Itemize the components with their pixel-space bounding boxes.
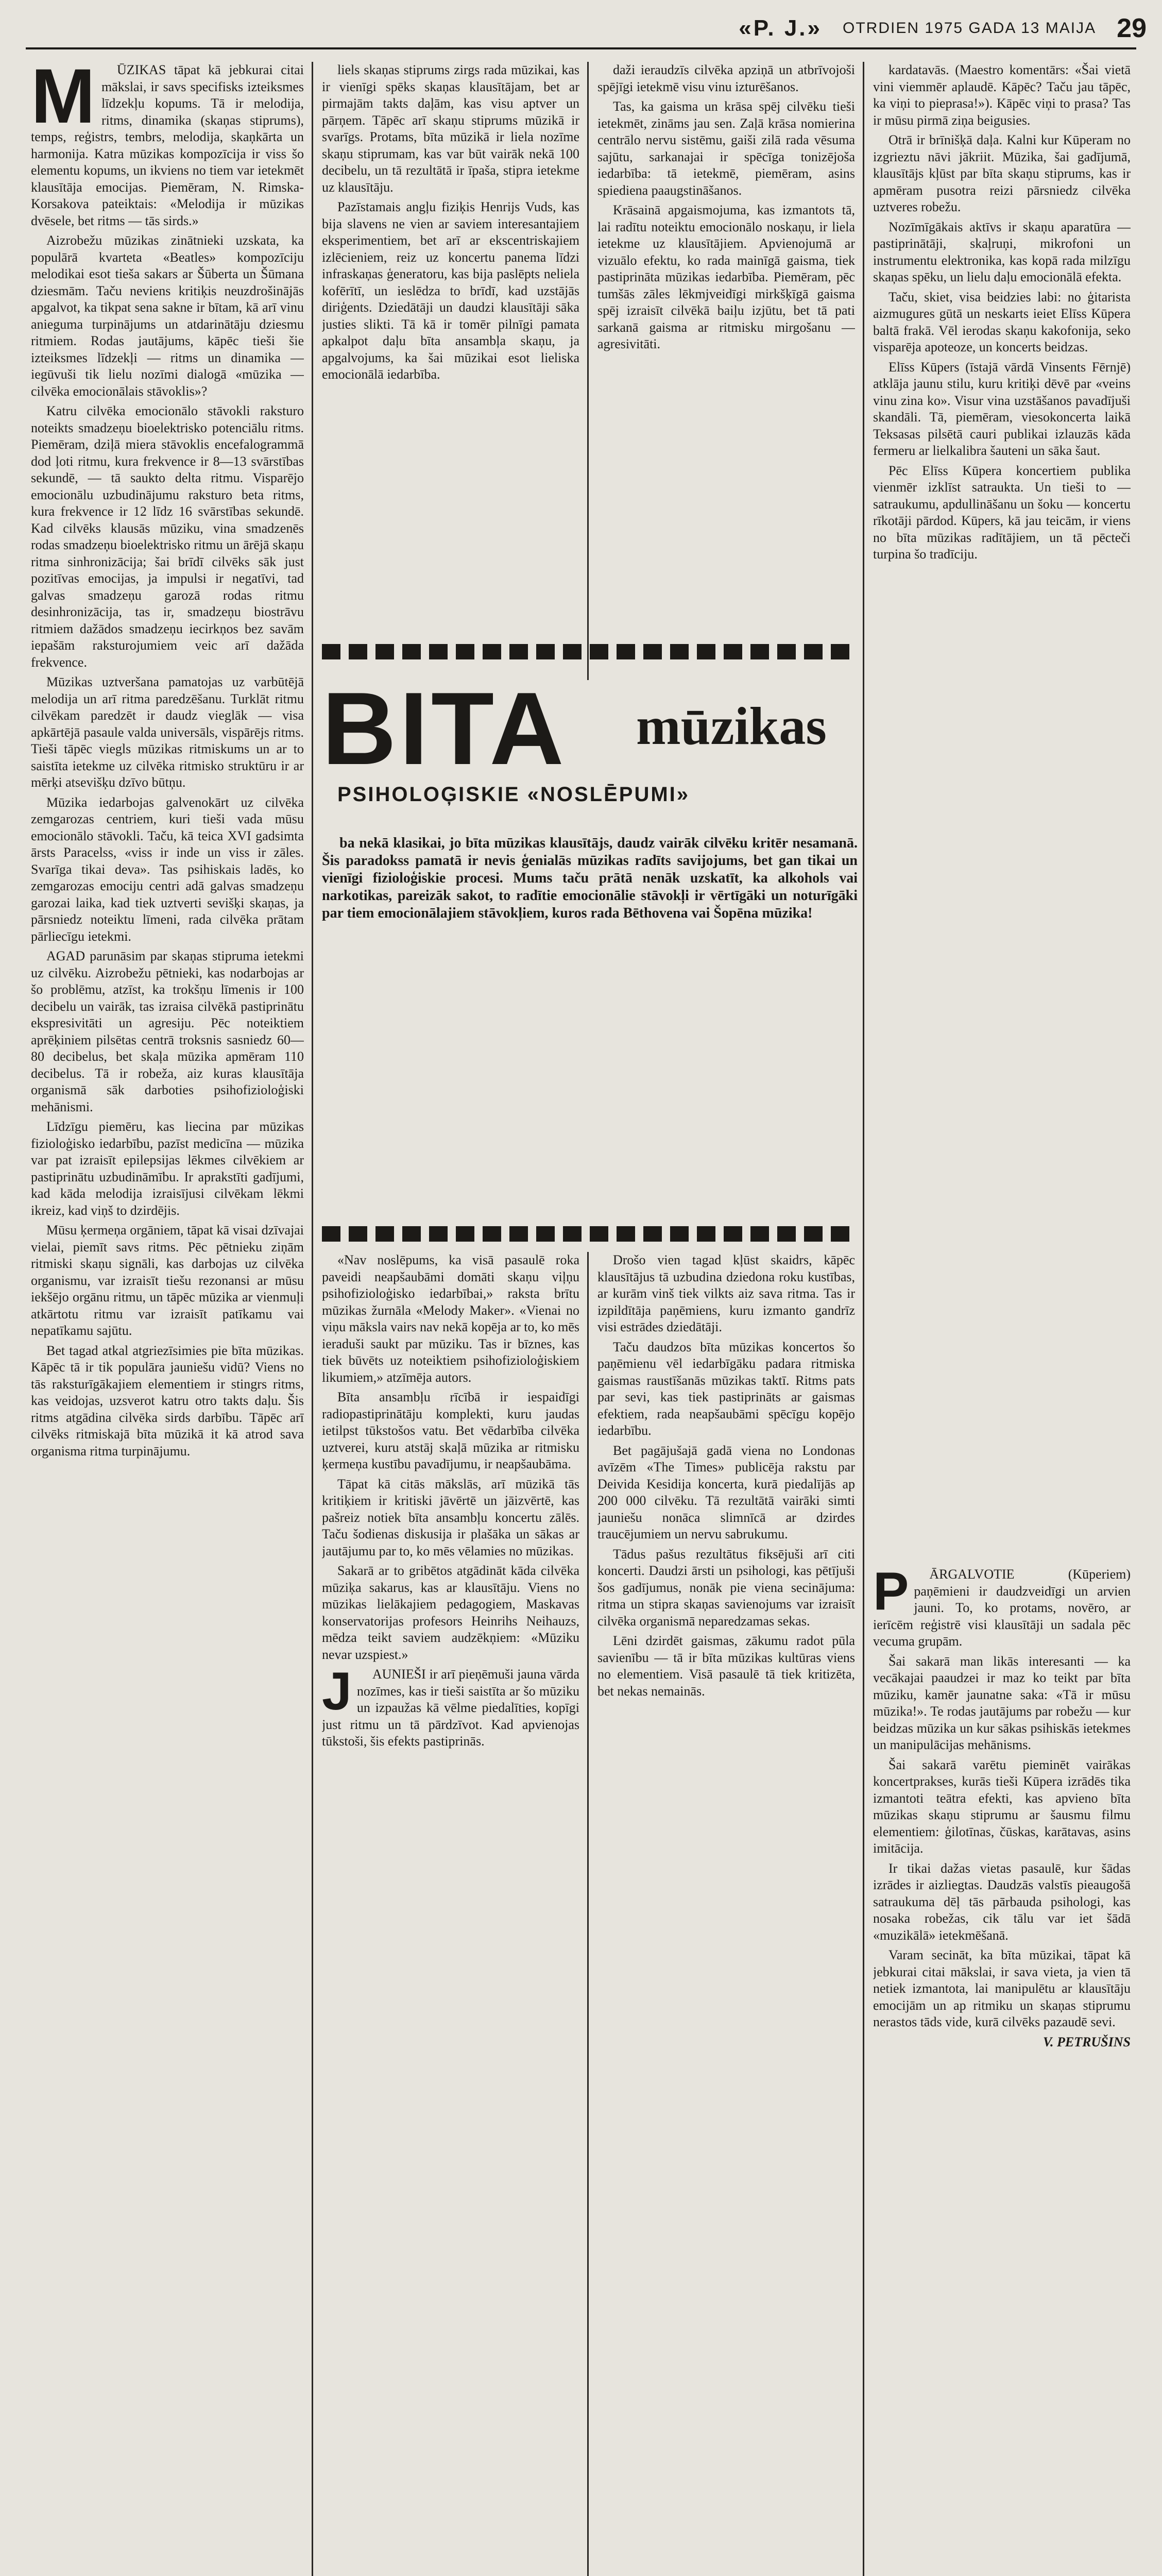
- paragraph: ĀRGALVOTIE (Kūperiem) paņēmieni ir daudzveidīgi un arvien jauni. To, ko protams, novēro, ar ierīcēm reģistrē visi klausītāji un sadala pēc vecuma grupām.: [873, 1567, 1131, 1649]
- paragraph: liels skaņas stiprums zirgs rada mūzikai, kas ir vienīgi spēks skaņas klausītājam, bet ar pirmajām takts daļām, kas visu aptver un pārņem. Tāpēc arī skaņu stiprums mūzikā ir svarīgs. Protams, bīta mūzikā ir liela nozīme skaņu stiprumam, kas var būt vairāk nekā 100 decibelu, un tā rezultātā ir īpaša, stipra ietekme uz klausītāju.: [322, 62, 579, 195]
- paragraph: daži ieraudzīs cilvēka apziņā un atbrīvojoši spējīgi ietekmē visu vinu izturēšanos.: [597, 62, 855, 94]
- paragraph: Šai sakarā man likās interesanti — ka vecākajai paaudzei ir maz ko teikt par bīta mūziku, kamēr jaunatne saka: «Tā ir mūsu mūzika!». Te rodas jautājums par robežu — kur beidzas mūzika un kur sākas psihiskās ietekmes un manipulācijas mehānisms.: [873, 1653, 1131, 1752]
- paragraph: «Nav noslēpums, ka visā pasaulē roka paveidi neapšaubāmi domāti skaņu viļņu psihofizioloģisko iedarbībai,» raksta brītu mūzikas žurnāla «Melody Maker». «Vienai no viņu māksla vairs nav nekā kopēja ar to, ko mēs ieraduši saukt par mūziku. Tas ir bīznes, kas tiek būvēts uz noteiktiem psihofizioloģiskiem likumiem,» atzīmēja autors.: [322, 1252, 579, 1385]
- paragraph: kardatavās. (Maestro komentārs: «Šai vietā vini viemmēr aplaudē. Kāpēc? Taču jau tāpēc, ka viņi to pieprasa!»). Kāpēc viņi to prasa? Tas ir mūsu pirmā ziņa beigusies.: [873, 62, 1131, 128]
- column-divider: [312, 62, 313, 2576]
- article-column-2: [322, 62, 579, 680]
- decorative-band: [322, 644, 858, 659]
- headline-bita: BITA: [322, 671, 567, 786]
- drop-cap: J: [322, 1662, 352, 1721]
- author-signature: V. PETRUŠINS: [1043, 2034, 1131, 2049]
- article-column-7: [873, 1566, 1131, 2576]
- paragraph: Tādus pašus rezultātus fiksējuši arī citi koncerti. Daudzi ārsti un psihologi, kas pētījuši šos gadījumus, nonāk pie viena secinājuma: ritma un stipra skaņas savienojums var izraisīt cilvēka organismā neparedzamas sekas.: [597, 1546, 855, 1629]
- paragraph: Tāpat kā citās mākslās, arī mūzikā tās kritiķiem ir kritiski jāvērtē un jāizvērtē, kas pašreiz notiek bīta ansambļu koncertu zālēs. Taču šodienas diskusija ir plašāka un sākas ar jautājumu par to, ko mēs vēlamies no mūzikas.: [322, 1476, 579, 1558]
- paragraph: Ir tikai dažas vietas pasaulē, kur šādas izrādes ir aizliegtas. Daudzās valstīs pieaugošā satraukuma dēļ tās pārbauda psihologi, kas nosaka robežas, cik tālu var iet šādā «muzikālā» ietekmēšanā.: [873, 1860, 1131, 1943]
- paragraph: Pēc Elīss Kūpera koncertiem publika vienmēr izklīst satraukta. Un tieši to — satraukumu, apdullināšanu un šoku — koncertu rīkotāji pārdod. Kūpers, kā jau teicām, ir viens no bīta mūzikas radītājiem, un tā pēcteči turpina šo tradīciju.: [873, 463, 1131, 562]
- paragraph: Bīta ansambļu rīcībā ir iespaidīgi radiopastiprinātāju komplekti, kuru jaudas ietilpst tūkstošos vatu. Bet vēdarbība cilvēka uztverei, kuru atstāj skaļā mūzika ar ritmisku ķermeņa kustību pavadījumu, ir neapšaubāma.: [322, 1389, 579, 1471]
- paragraph: Mūzikas uztveršana pamatojas uz varbūtējā melodija un arī ritma paredzēšanu. Turklāt ritmu cilvēkam paredzēt ir daudz vieglāk — visa apkārtējā pasaule valda universāls, vispārējs ritms. Tieši tāpēc viegls mūzikas ritmiskums un ar to saistīta ietekme uz cilvēka ritmisko struktūru ir ar mērķi atsevišķu dzīvo būtņu.: [31, 674, 304, 790]
- paragraph: Varam secināt, ka bīta mūzikai, tāpat kā jebkurai citai mākslai, ir sava vieta, ja vien tā netiek izmantota, lai manipulētu ar klausītāju emocijām un ap ritmiku un skaņas stiprumu nerastos tāds vide, kurā cilvēks pazaudē sevi.: [873, 1947, 1131, 2029]
- paragraph: Šai sakarā varētu pieminēt vairākas koncertprakses, kurās tieši Kūpera izrādēs tika izmantoti teātra efekti, kas apvieno bīta mūzikas skaņu stiprumu ar šausmu filmu elementiem: ģilotīnas, čūskas, karātavas, asins imitācija.: [873, 1757, 1131, 1856]
- article-column-1: [31, 62, 304, 2576]
- paragraph: Bet tagad atkal atgriezīsimies pie bīta mūzikas. Kāpēc tā ir tik populāra jauniešu vidū? Viens no tās raksturīgākajiem elementiem ir stingrs ritms, kas veidojas, uzsverot katru otro takts daļu. Šis ritms atgādina cilvēka sirds darbību. Tāpēc arī cilvēks ritmiskajā bīta mūzikā it kā atrod sava organisma ritma turpinājumu.: [31, 1343, 304, 1459]
- drop-cap: P: [873, 1566, 909, 1621]
- issue-date: OTRDIEN 1975 GADA 13 MAIJA: [843, 20, 1097, 37]
- paragraph: AGAD parunāsim par skaņas stipruma ietekmi uz cilvēku. Aizrobežu pētnieki, kas nodarbojas ar šo problēmu, atzīst, ka trokšņu līmenis ir 100 decibelu un vairāk, tas izraisa cilvēkā pastiprinātu ekspresivitāti un agresiju. Pēc noteiktiem aprēķiniem pilsētas centrā troksnis sasniedz 60—80 decibelus, bet skaļa mūzika apmēram 110 decibelus. Tā ir robeža, aiz kuras klausītāja organismā sāk darboties psihofizioloģiski mehānismi.: [31, 948, 304, 1114]
- article-column-4: [322, 1252, 579, 2576]
- article-column-6: [873, 62, 1131, 1566]
- page-number: 29: [1117, 13, 1147, 43]
- column-divider: [587, 62, 589, 680]
- paragraph: Līdzīgu piemēru, kas liecina par mūzikas fizioloģisko iedarbību, pazīst medicīna — mūzika var pat izraisīt epilepsijas lēkmes cilvēkiem ar pastiprinātu uzbudināmību. Ir aprakstīti gadījumi, kad kāda melodija izraisījusi cilvēkam lēkmi ikreiz, kad viņš to dzirdējis.: [31, 1119, 304, 1218]
- article-column-5: [597, 1252, 855, 2576]
- paragraph: Elīss Kūpers (īstajā vārdā Vinsents Fērnjē) atklāja jaunu stilu, kuru kritiķi dēvē par «veins vinu zina ko». Visur vina uzstāšanos pavadījuši skandāli. Tā, piemēram, viesokoncerta laikā Teksasas pilsētā cauri publikai izlauzās kāda fermeru ar lielkalibra šauteni un sāka šaut.: [873, 359, 1131, 458]
- paragraph: Mūsu ķermeņa orgāniem, tāpat kā visai dzīvajai vielai, piemīt savs ritms. Pēc pētnieku ziņām ritmiski skaņu signāli, kas darbojas uz cilvēka organismu, var izraisīt tiešu rezonansi ar mūsu iekšējo orgānu ritmu, un tāpēc mūzika ar vienmuļi atkārtotu ritmu var izraisīt patīkamu vai nepatīkamu sajūtu.: [31, 1223, 304, 1338]
- headline-subtitle: PSIHOLOĢISKIE «NOSLĒPUMI»: [337, 783, 690, 806]
- drop-cap: M: [31, 62, 95, 139]
- paragraph: Sakarā ar to gribētos atgādināt kāda cilvēka mūziķa sakarus, kas ar klausītāju. Viens no mūzikas lielākajiem pedagogiem, Maskavas konservatorijas profesors Heinrihs Neihauzs, mēdza teikt saviem audzēkņiem: «Mūziku nevar uzspiest.»: [322, 1563, 579, 1662]
- header-rule: [26, 47, 1136, 49]
- paragraph: ŪZIKAS tāpat kā jebkurai citai mākslai, ir savs specifisks izteiksmes līdzekļu kopums. Tā ir melodija, ritms, dinamika (skaņas stiprums), temps, reģistrs, tembrs, melodija, skaņkārta un harmonija. Katra mūzikas kompozīcija ir viss šo elementu kopums, un ikviens no tiem var ietekmēt klausītāja emocijas. Piemēram, N. Rimska-Korsakova pateiktais: «Melodija ir mūzikas dvēsele, bet ritms — tās sirds.»: [31, 62, 304, 228]
- paragraph: Nozīmīgākais aktīvs ir skaņu aparatūra — pastiprinātāji, skaļruņi, mikrofoni un instrumentu elektronika, kas kopā rada milzīgu skaņas spēku, un lielu daļu emocionālā efekta.: [873, 219, 1131, 284]
- paragraph: Otrā ir brīnišķā daļa. Kalni kur Kūperam no izgrieztu nāvi jākriit. Mūzika, šai gadījumā, klausītājs kļūst par bīta skaņu stiprums, kas ir apmēram pusotra reizi pārsniedz cilvēka uztveres robežu.: [873, 132, 1131, 214]
- page-header: [15, 10, 1147, 46]
- paragraph: Mūzika iedarbojas galvenokārt uz cilvēka zemgarozas centriem, kuri tieši vada mūsu emocionālo stāvokli. Taču, kā teica XVI gadsimta ārsts Paracelss, «viss ir inde un viss ir zāles. Svarīga tikai deva». Tas psihiskais ladēs, ko zemgarozas emociju centri adā galvas smadzeņu garozai laika, kad tiek uztverti sevišķi skaņas, ja pārsniedz noteiktu līmeni, rada cilvēka prātam pārliecīgu ietekmi.: [31, 794, 304, 944]
- paragraph: Taču, skiet, visa beidzies labi: no ģitarista aizmugures gūtā un neskarts ieiet Elīss Kūpera baltā frakā. Vēl ierodas skaņu kakofonija, seko visparēja apoteoze, un koncerts beidzas.: [873, 289, 1131, 354]
- paragraph: Krāsainā apgaismojuma, kas izmantots tā, lai radītu noteiktu emocionālo noskaņu, ir liela ietekme uz klausītājiem. Apvienojumā ar vizuālo efektu, ko rada mainīgā gaisma, tiek pastiprināta mūzikas iedarbība. Piemēram, pēc tumšās zāles lēkmjveidīgi mirkšķīgā gaisma spēj izraisīt cilvēkā baiļu izjūtu, bet tā pati sarkanā gaisma ar ritmisku mirgošanu — agresivitāti.: [597, 202, 855, 351]
- paragraph: AUNIEŠI ir arī pieņēmuši jauna vārda nozīmes, kas ir tieši saistīta ar šo mūziku un izpaužas kā vēlme piedalīties, kopīgi just ritmu un tā pārdzīvot. Kad apvienojas tūkstoši, šis efekts pastiprinās.: [322, 1667, 579, 1749]
- lead-text: ba nekā klasikai, jo bīta mūzikas klausītājs, daudz vairāk cilvēku kritēr nesamanā. Šis paradokss pamatā ir nevis ģenialās mūzikas radīts savijojums, bet gan tikai un vienīgi fizioloģiskie procesi. Mums taču prātā nenāk uzskatīt, ka alkohols vai narkotikas, pareizāk sakot, to radītie emocionālie stāvokļi ir vērtīgāki un noturīgāki par tiem emocionālajiem stāvokļiem, kuros rada Bēthovena vai Šopēna mūzika!: [322, 835, 858, 921]
- paragraph: Aizrobežu mūzikas zinātnieki uzskata, ka populārā kvarteta «Beatles» kompozīciju melodikai esot tieša sakars ar Šūberta un Šūmana dziesmām. Taču neviens kritiķis neuzdrošinājās apgalvot, ka tikpat sena sakne ir bītam, kā arī vinu anieguma turpinājums un atdarinātāju dziesmu ritmiem. Rodas jautājums, kāpēc tieši šie izteiksmes līdzekļi — ritms un dinamika — iegūvuši tik lielu nozīmi dialogā «mūzika — cilvēka emocionālais stāvoklis»?: [31, 233, 304, 399]
- decorative-band: [322, 1226, 858, 1242]
- headline-muzikas: mūzikas: [636, 697, 827, 756]
- column-divider: [587, 1252, 589, 2576]
- article-column-3: [597, 62, 855, 680]
- lead-paragraph: [322, 835, 858, 1216]
- paragraph: Tas, ka gaisma un krāsa spēj cilvēku tieši ietekmēt, zināms jau sen. Zaļā krāsa nomierina centrālo nervu sistēmu, gaiši zilā rada vēsuma sajūtu, sarkanajai ir spēcīga tonizējoša iedarbība: tā ietekmē, piemēram, asins spiediena paaugstināšanos.: [597, 99, 855, 198]
- paragraph: Taču daudzos bīta mūzikas koncertos šo paņēmienu vēl iedarbīgāku padara ritmiska gaismas raustīšanās mūzikas taktī. Ritms pats par sevi, kas tiek pastiprināts ar gaismas efektiem, rada neapšaubāmi spēcīgu kopējo iedarbību.: [597, 1339, 855, 1438]
- paragraph: Katru cilvēka emocionālo stāvokli raksturo noteikts smadzeņu bioelektrisko potenciālu ritms. Piemēram, dziļā miera stāvoklis encefalogrammā dod ļoti ritmu, kura frekvence ir 8—13 svārstības sekundē, — tā saukto delta ritmu. Visparējo emocionālu uzbudinājumu raksturo beta ritms, kura frekvence ir 12 līdz 16 svārstības sekundē. Kad cilvēks klausās mūziku, vina smadzenēs rodas smadzeņu bioelektrisko ritmu un ārējā skaņu ritma sinhronizācija; šai brīdī cilvēks sāk just pozitīvas emocijas, ja impulsi ir negatīvi, tad galvas smadzeņu garozā rodas ritmu desinhronizācija, tas ir, smadzeņu biostrāvu ritmiem dažādos smadzeņu iecirkņos bez savām iepašām raksturojumiem veic arī dažāda frekvence.: [31, 403, 304, 670]
- column-divider: [863, 62, 864, 2576]
- headline-block: [322, 670, 858, 824]
- masthead: «P. J.»: [739, 15, 822, 41]
- paragraph: Lēni dzirdēt gaismas, zākumu radot pūla savienību — tā ir bīta mūzikas kultūras viens no elementiem. Visā pasaulē tā tiek kritizēta, bet nekas nemainās.: [597, 1633, 855, 1699]
- paragraph: Bet pagājušajā gadā viena no Londonas avīzēm «The Times» publicēja rakstu par Deivida Kesidija koncerta, kurā piedalījās ap 200 000 cilvēku. Tā rezultātā vairāki simti jauniešu nonāca slimnīcā ar dzirdes traucējumiem un nervu sabrukumu.: [597, 1443, 855, 1541]
- paragraph: Drošo vien tagad kļūst skaidrs, kāpēc klausītājus tā uzbudina dziedona roku kustības, ar kurām vinš tiek vilkts aiz sava ritma. Tas ir izpildītāja paņēmiens, kuru izmanto gandrīz visi estrādes dziedātāji.: [597, 1252, 855, 1334]
- paragraph: Pazīstamais angļu fiziķis Henrijs Vuds, kas bija slavens ne vien ar saviem interesantajiem eksperimentiem, bet arī ar ekscentriskajiem izlēcieniem, reiz uz koncertu panema līdzi infraskaņas ģeneratoru, kas bija paslēpts neliela kofērītī, un ieslēdza to brīdī, kad uzstājās diriģents. Dziedātāji un daudzi klausītāji sāka justies slikti. Tā kā ir tomēr pilnīgi pamata apkalpot daļu bīta ansambļa skaņu, ja apgalvojums, ka šai mūzikai esot lieliska emocionālā iedarbība.: [322, 199, 579, 382]
